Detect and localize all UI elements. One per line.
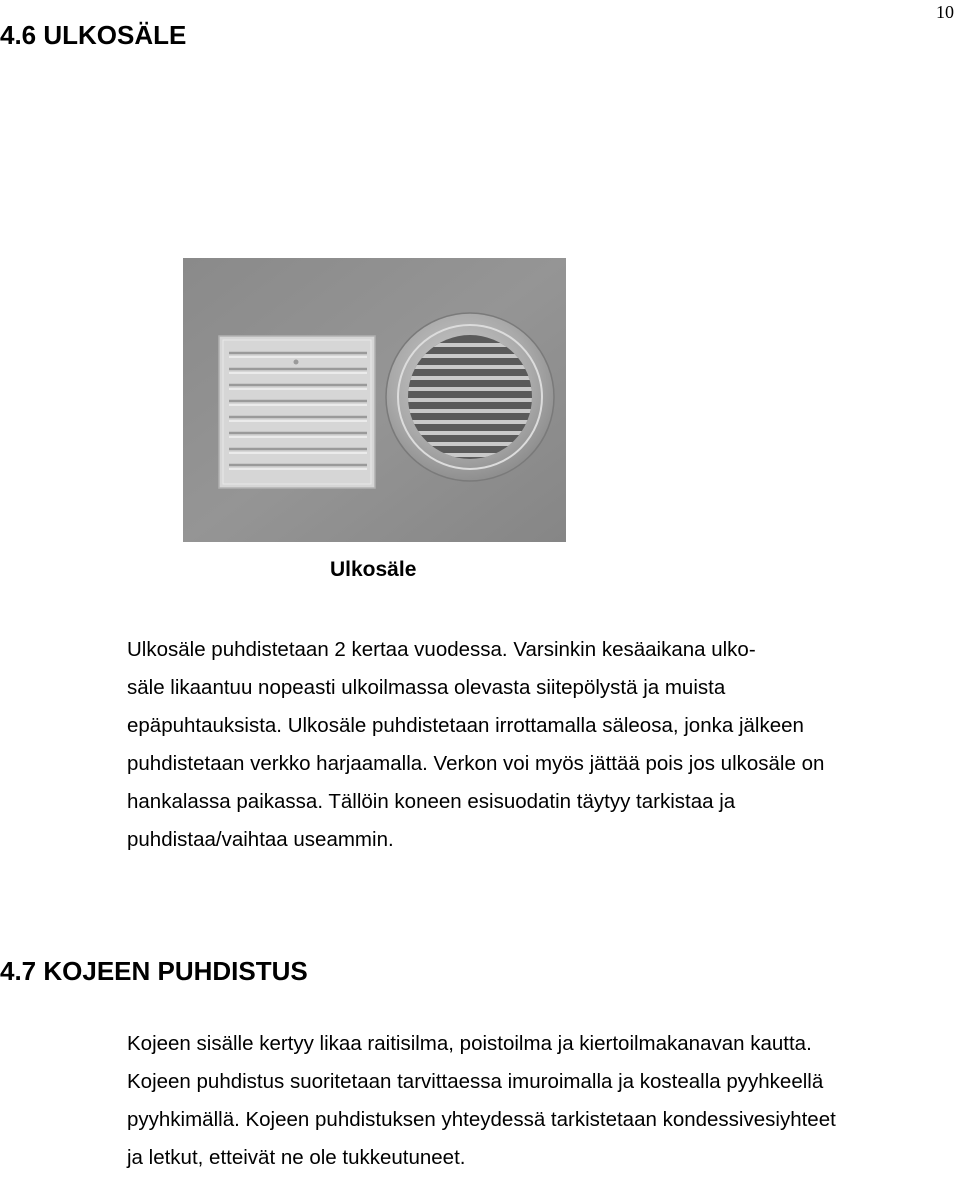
paragraph-line: pyyhkimällä. Kojeen puhdistuksen yhteydessä tarkistetaan kondessivesiyhteet xyxy=(127,1108,836,1131)
figure-caption: Ulkosäle xyxy=(330,558,417,581)
paragraph-line: Kojeen sisälle kertyy likaa raitisilma, poistoilma ja kiertoilmakanavan kautta. xyxy=(127,1032,812,1055)
paragraph-line: ja letkut, etteivät ne ole tukkeutuneet. xyxy=(127,1146,466,1169)
section-heading-kojeen-puhdistus: 4.7 KOJEEN PUHDISTUS xyxy=(0,956,308,986)
section-heading-ulkosale: 4.6 ULKOSÄLE xyxy=(0,20,187,50)
paragraph-kojeen-puhdistus xyxy=(127,1025,836,1177)
paragraph-line: säle likaantuu nopeasti ulkoilmassa olevasta siitepölystä ja muista xyxy=(127,676,726,699)
paragraph-line: puhdistaa/vaihtaa useammin. xyxy=(127,828,394,851)
page-number: 10 xyxy=(936,2,954,22)
paragraph-ulkosale xyxy=(127,631,824,859)
vent-photo xyxy=(183,258,566,542)
paragraph-line: puhdistetaan verkko harjaamalla. Verkon voi myös jättää pois jos ulkosäle on xyxy=(127,752,825,775)
square-vent xyxy=(219,336,375,488)
paragraph-line: epäpuhtauksista. Ulkosäle puhdistetaan irrottamalla säleosa, jonka jälkeen xyxy=(127,714,804,737)
round-vent xyxy=(386,313,554,481)
paragraph-line: hankalassa paikassa. Tällöin koneen esisuodatin täytyy tarkistaa ja xyxy=(127,790,736,813)
paragraph-line: Ulkosäle puhdistetaan 2 kertaa vuodessa. Varsinkin kesäaikana ulko- xyxy=(127,638,756,661)
paragraph-line: Kojeen puhdistus suoritetaan tarvittaessa imuroimalla ja kostealla pyyhkeellä xyxy=(127,1070,824,1093)
